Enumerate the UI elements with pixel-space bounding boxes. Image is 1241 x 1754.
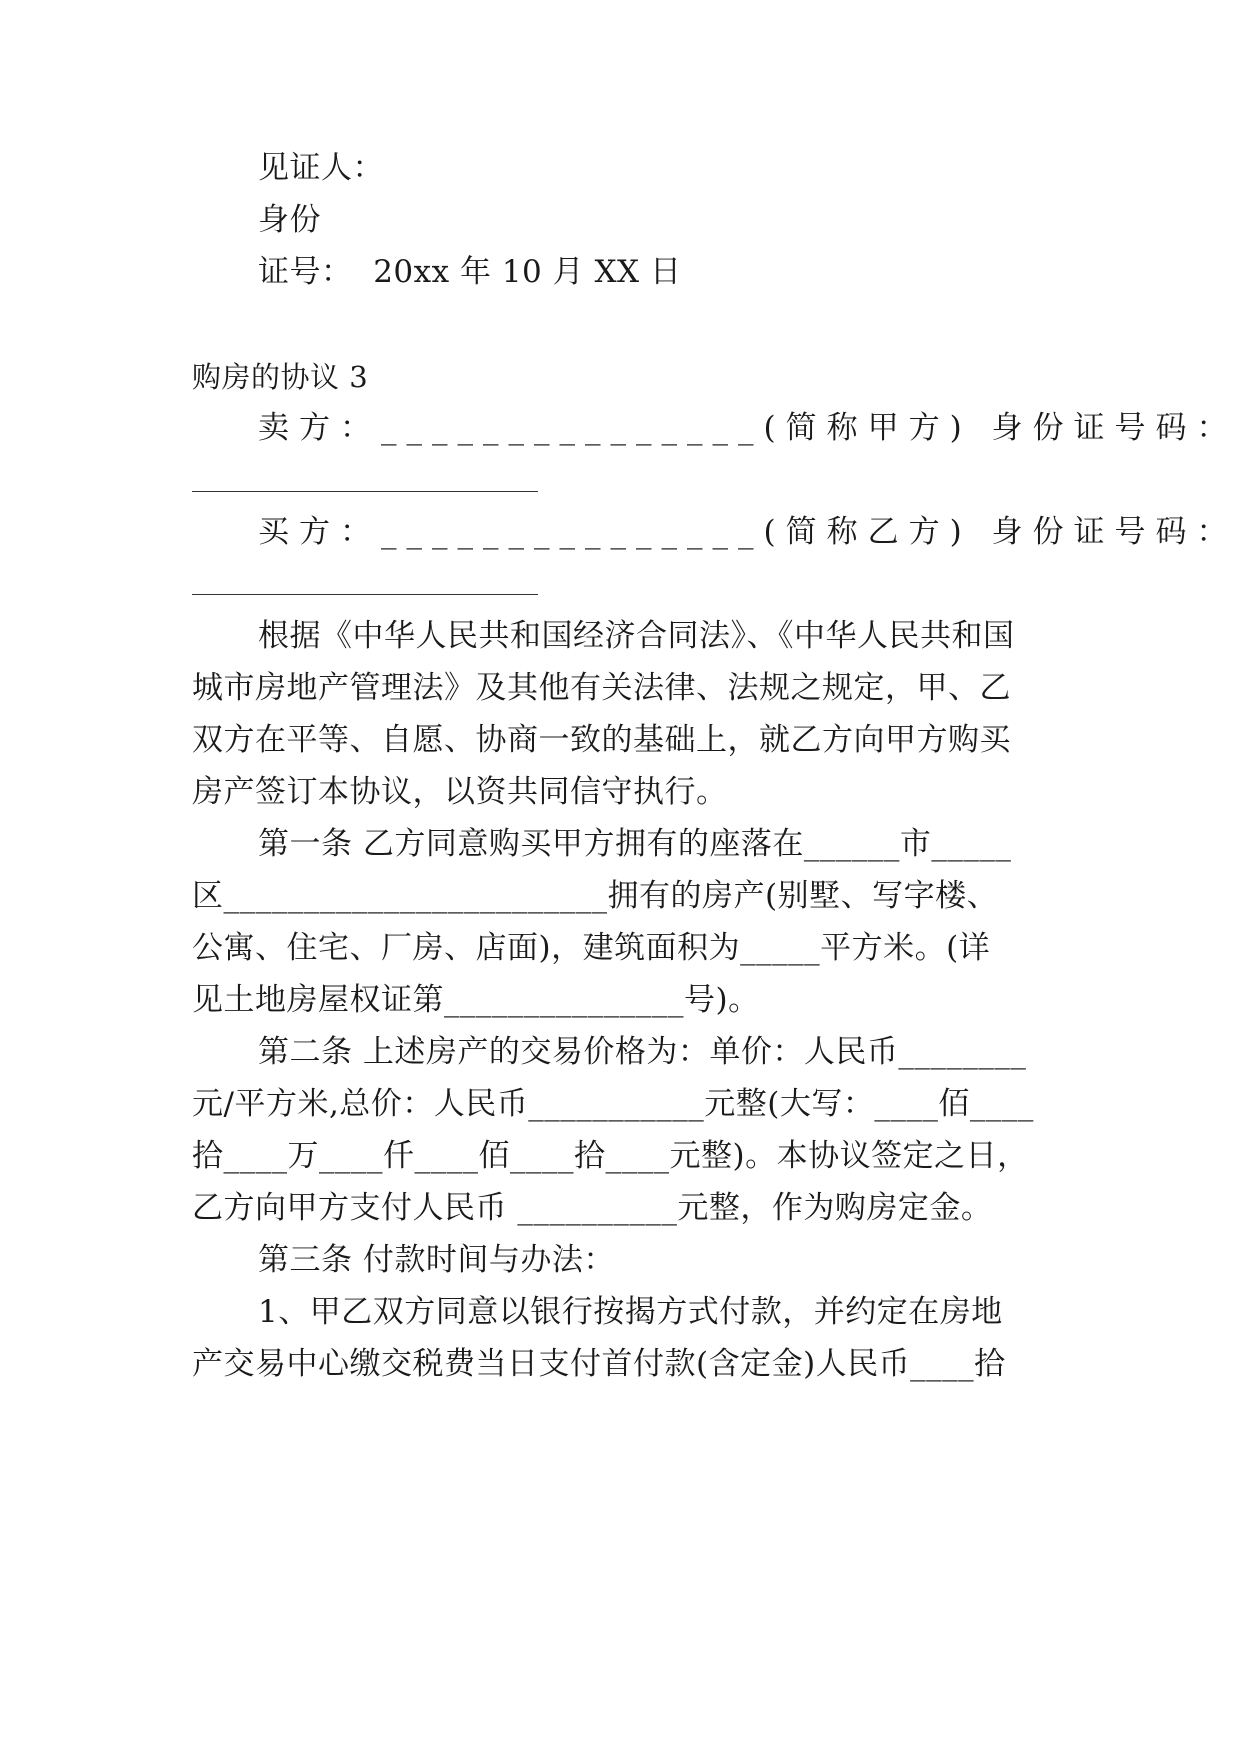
- preamble-line: 双方在平等、自愿、协商一致的基础上，就乙方向甲方购买: [192, 722, 1011, 758]
- seller-id-blank: [192, 491, 538, 492]
- buyer-id-blank: [192, 594, 538, 595]
- preamble-line: 根据《中华人民共和国经济合同法》、《中华人民共和国: [258, 618, 1015, 654]
- article1-line: 区________________________拥有的房产(别墅、写字楼、: [192, 878, 999, 914]
- article3-heading: 第三条 付款时间与办法：: [258, 1242, 615, 1278]
- preamble-line: 城市房地产管理法》及其他有关法律、法规之规定，甲、乙: [192, 670, 1011, 706]
- agreement-title: 购房的协议 3: [192, 360, 369, 394]
- preamble-line: 房产签订本协议，以资共同信守执行。: [192, 774, 728, 810]
- witness-id-number-date: 证号： 20xx 年 10 月 XX 日: [258, 254, 682, 290]
- witness-id-label: 身份: [258, 202, 321, 238]
- article2-line: 拾____万____仟____佰____拾____元整)。本协议签定之日，: [192, 1138, 1029, 1174]
- buyer-line: 买方：_______________(简称乙方) 身份证号码：: [258, 514, 1238, 550]
- article2-line: 第二条 上述房产的交易价格为：单价：人民币________: [258, 1034, 1027, 1070]
- seller-line: 卖方：_______________(简称甲方) 身份证号码：: [258, 410, 1238, 446]
- article1-line: 第一条 乙方同意购买甲方拥有的座落在______市_____: [258, 826, 1012, 862]
- article2-line: 元/平方米,总价：人民币___________元整(大写：____佰____: [192, 1086, 1034, 1122]
- article1-line: 见土地房屋权证第_______________号)。: [192, 982, 760, 1018]
- article3-item1-line: 产交易中心缴交税费当日支付首付款(含定金)人民币____拾: [192, 1346, 1006, 1382]
- article2-line: 乙方向甲方支付人民币 __________元整，作为购房定金。: [192, 1190, 993, 1226]
- witness-label: 见证人：: [258, 150, 384, 186]
- article1-line: 公寓、住宅、厂房、店面)，建筑面积为_____平方米。(详: [192, 930, 991, 966]
- article3-item1-line: 1、甲乙双方同意以银行按揭方式付款，并约定在房地: [258, 1294, 1003, 1330]
